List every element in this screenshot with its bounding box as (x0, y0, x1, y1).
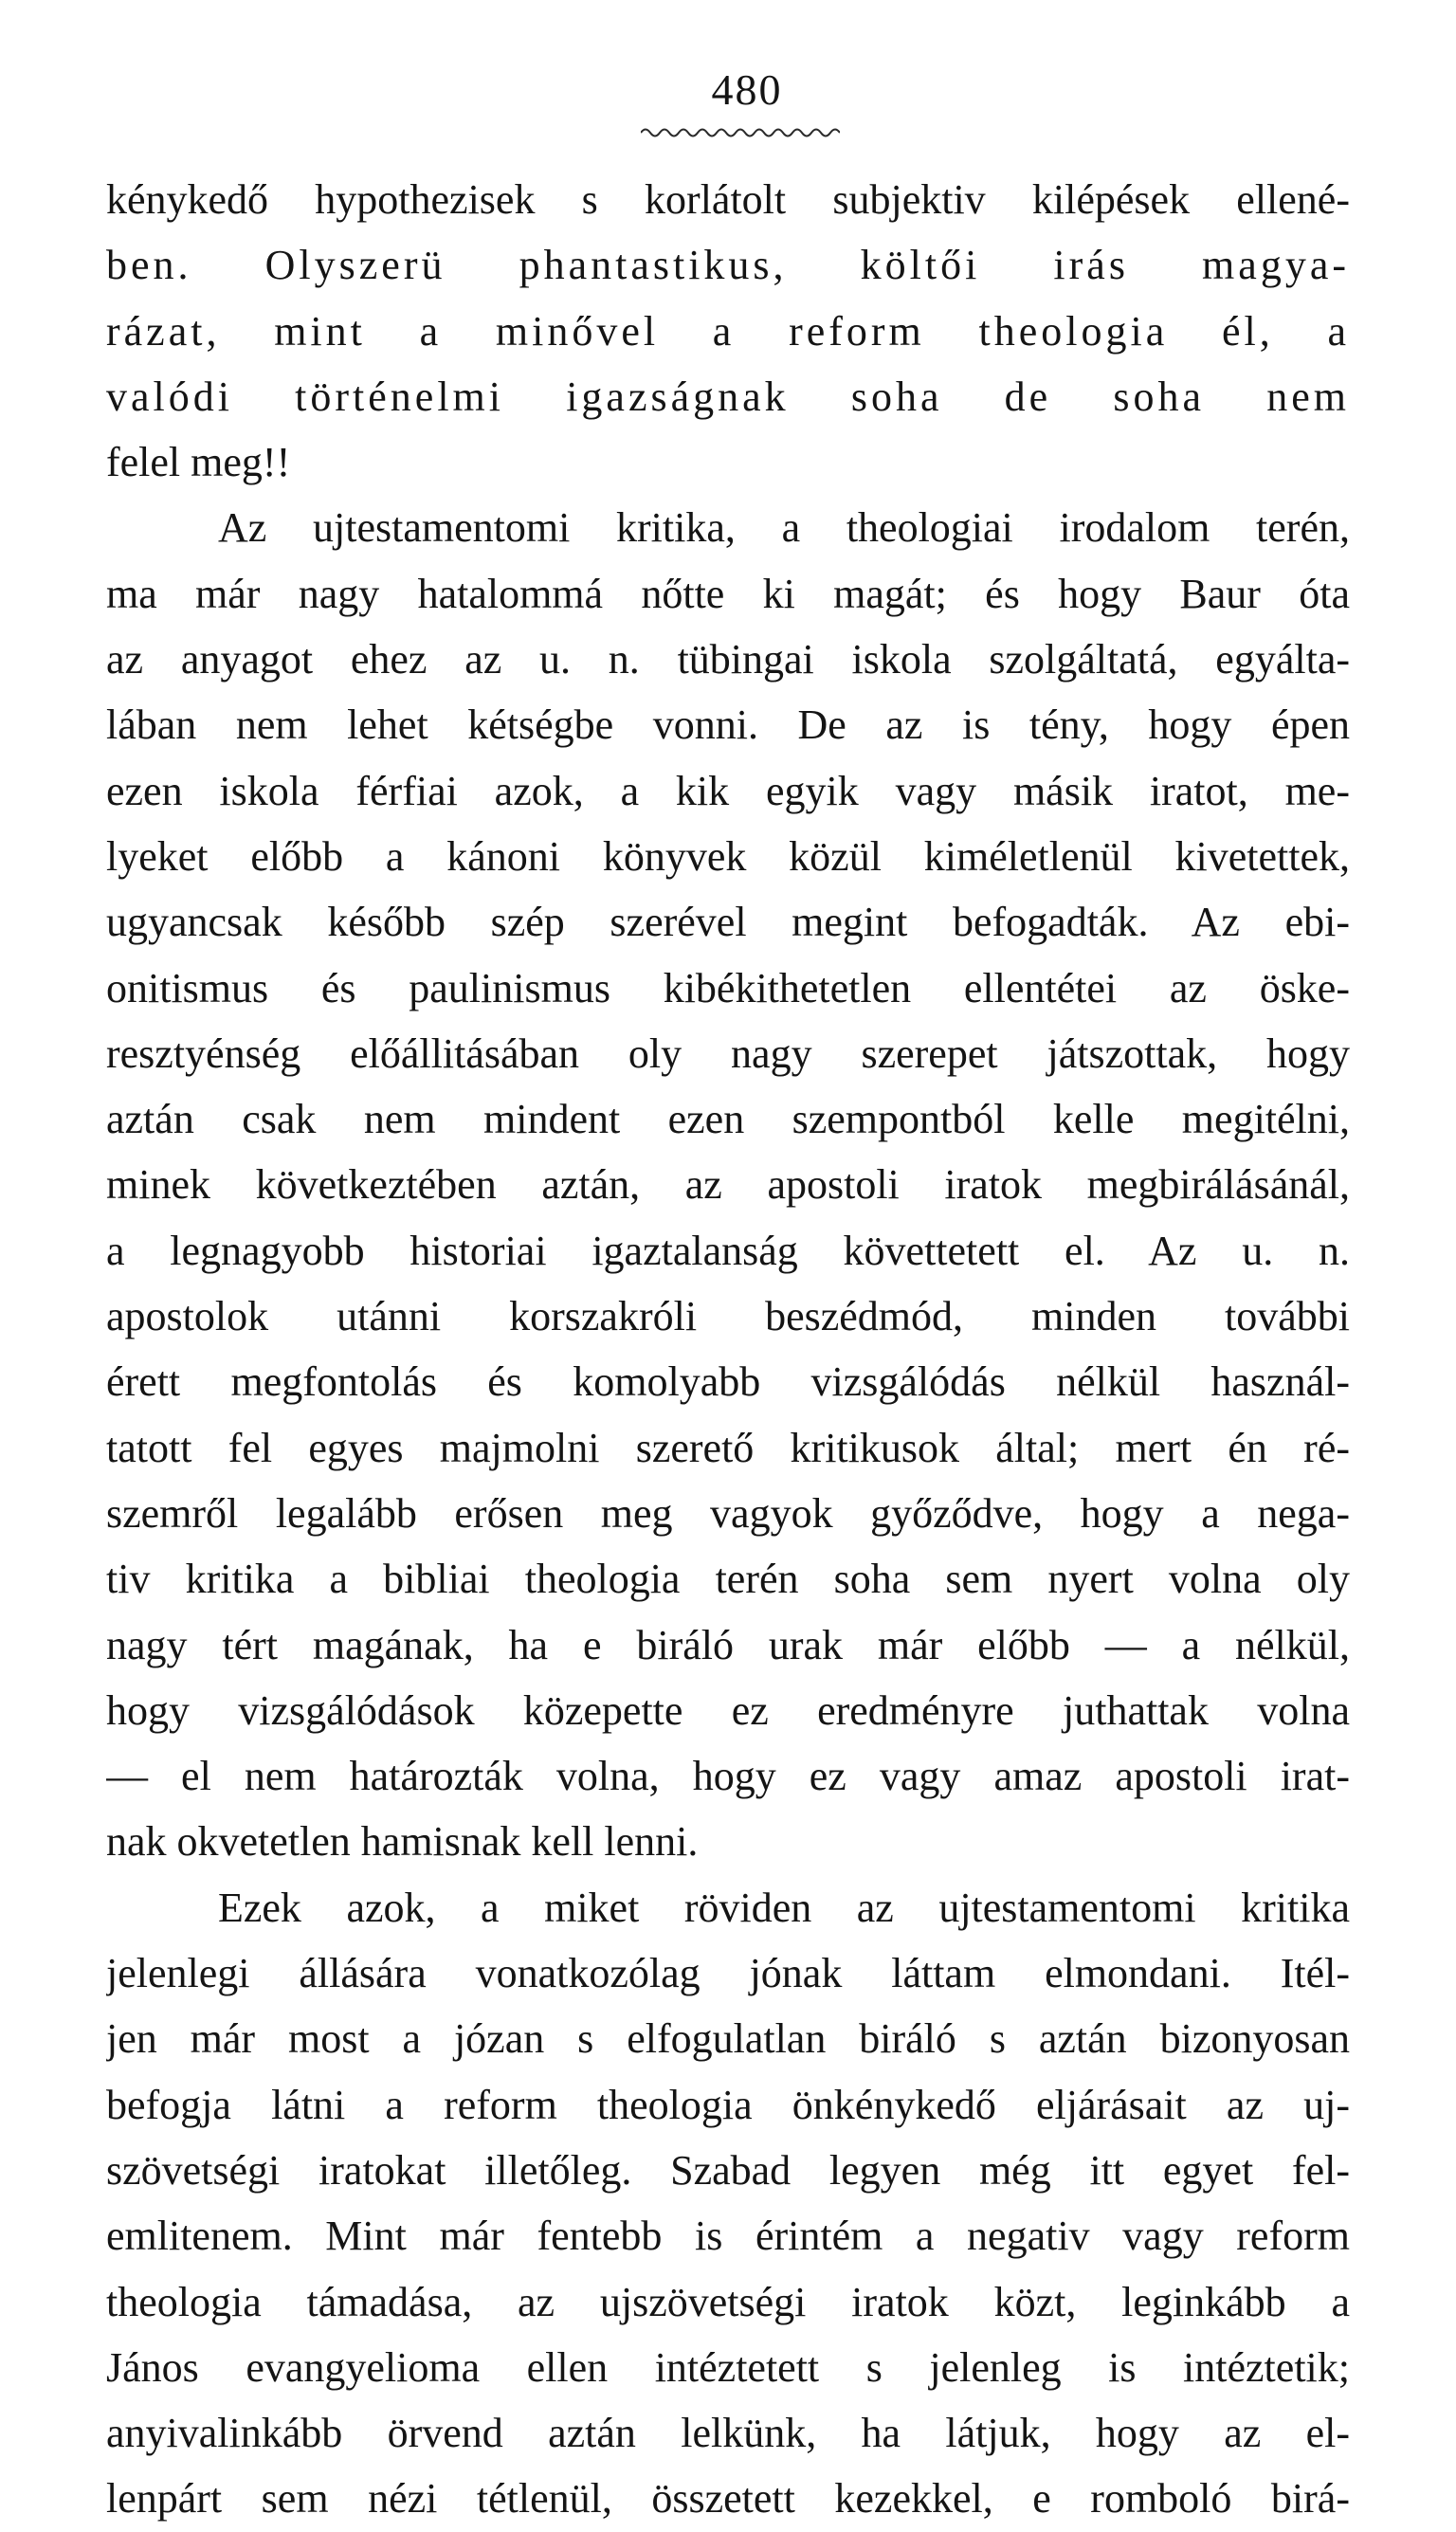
text-line: aztán csak nem mindent ezen szempontból kelle megitélni, (106, 1096, 1350, 1143)
text-line: érett megfontolás és komolyabb vizsgálódás nélkül használ- (106, 1358, 1350, 1406)
text-line: ben. Olyszerü phantastikus, költői irás magya- (106, 242, 1350, 289)
text-line: nagy tért magának, ha e biráló urak már előbb — a nélkül, (106, 1621, 1350, 1668)
text-line: onitismus és paulinismus kibékithetetlen ellentétei az öske- (106, 964, 1350, 1011)
text-line: resztyénség előállitásában oly nagy szerepet játszottak, hogy (106, 1029, 1350, 1077)
text-line: lában nem lehet kétségbe vonni. De az is tény, hogy épen (106, 701, 1350, 749)
text-line: ezen iskola férfiai azok, a kik egyik vagy másik iratot, me- (106, 767, 1350, 814)
text-line: szemről legalább erősen meg vagyok győződve, hogy a nega- (106, 1489, 1350, 1537)
text-line: lenpárt sem nézi tétlenül, összetett kezekkel, e romboló birá- (106, 2475, 1350, 2523)
body-text (106, 167, 1350, 2532)
text-line: nak okvetetlen hamisnak kell lenni. (106, 1818, 699, 1866)
text-line: minek következtében aztán, az apostoli iratok megbirálásánál, (106, 1161, 1350, 1209)
text-line: tiv kritika a bibliai theologia terén soha sem nyert volna oly (106, 1556, 1350, 1603)
text-line: szövetségi iratokat illetőleg. Szabad legyen még itt egyet fel- (106, 2146, 1350, 2194)
text-line: Az ujtestamentomi kritika, a theologiai irodalom terén, (218, 504, 1350, 552)
text-line: rázat, mint a minővel a reform theologia él, a (106, 307, 1350, 355)
text-line: apostolok utánni korszakróli beszédmód, minden további (106, 1293, 1350, 1340)
text-line: ma már nagy hatalommá nőtte ki magát; és hogy Baur óta (106, 570, 1350, 617)
text-line: lyeket előbb a kánoni könyvek közül kiméletlenül kivetettek, (106, 832, 1350, 880)
text-line: hogy vizsgálódások közepette ez eredményre juthattak volna (106, 1686, 1350, 1734)
text-line: felel meg!! (106, 439, 291, 486)
text-line: tatott fel egyes majmolni szerető kritikusok által; mert én ré- (106, 1424, 1350, 1471)
wavy-rule-ornament (641, 125, 840, 140)
text-line: emlitenem. Mint már fentebb is érintém a negativ vagy reform (106, 2213, 1350, 2260)
text-line: befogja látni a reform theologia önkénykedő eljárásait az uj- (106, 2081, 1350, 2128)
page-number: 480 (711, 65, 783, 114)
text-line: János evangyelioma ellen intéztetett s jelenleg is intéztetik; (106, 2343, 1350, 2391)
text-line: jelenlegi állására vonatkozólag jónak láttam elmondani. Itél- (106, 1950, 1350, 1997)
text-line: anyivalinkább örvend aztán lelkünk, ha látjuk, hogy az el- (106, 2410, 1350, 2457)
text-line: — el nem határozták volna, hogy ez vagy amaz apostoli irat- (106, 1753, 1350, 1800)
text-line: jen már most a józan s elfogulatlan biráló s aztán bizonyosan (106, 2015, 1350, 2063)
text-line: ugyancsak később szép szerével megint befogadták. Az ebi- (106, 899, 1350, 946)
text-line: valódi történelmi igazságnak soha de soha nem (106, 373, 1350, 420)
text-line: a legnagyobb historiai igaztalanság követtetett el. Az u. n. (106, 1227, 1350, 1274)
text-line: theologia támadása, az ujszövetségi iratok közt, leginkább a (106, 2278, 1350, 2325)
text-line: az anyagot ehez az u. n. tübingai iskola szolgáltatá, egyálta- (106, 636, 1350, 683)
page-header (0, 64, 1456, 116)
text-line: Ezek azok, a miket röviden az ujtestamentomi kritika (218, 1884, 1350, 1931)
text-line: kénykedő hypothezisek s korlátolt subjektiv kilépések ellené- (106, 176, 1350, 223)
